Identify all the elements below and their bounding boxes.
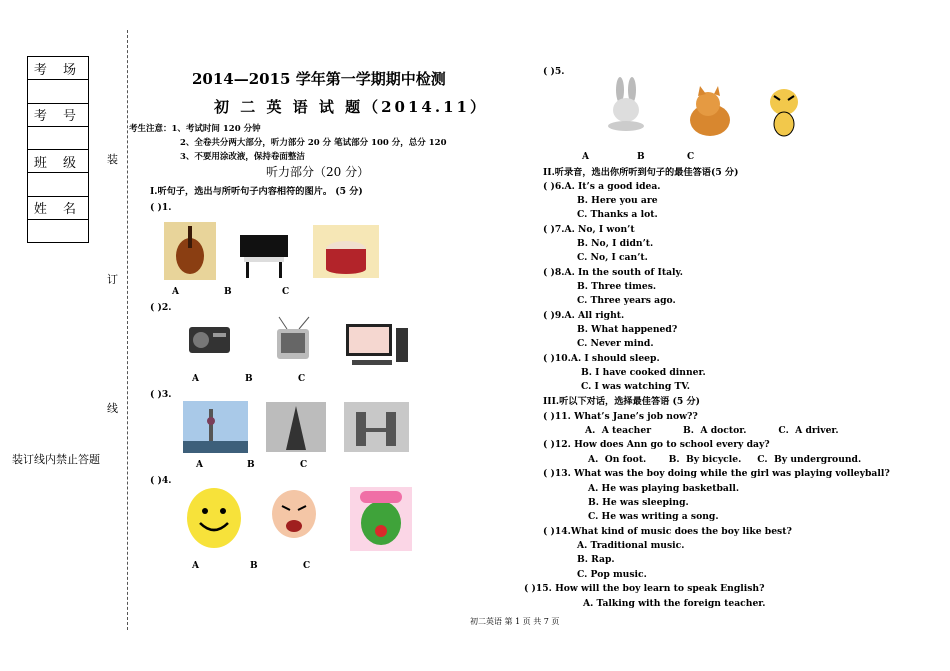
table-cell: 考 场 <box>28 57 88 80</box>
option-c-label: C <box>282 287 290 297</box>
question-item: ( )6.A. It’s a good idea. <box>543 181 661 192</box>
option-c-label: C <box>303 561 311 571</box>
answer-option: C. No, I can’t. <box>577 252 648 263</box>
tiger-image <box>760 82 810 138</box>
radio-image <box>187 315 232 357</box>
cake-image <box>313 225 379 278</box>
answer-option: C. Thanks a lot. <box>577 209 658 220</box>
answer-option: B. Here you are <box>577 195 658 206</box>
question-item: ( )13. What was the boy doing while the girl was playing volleyball? <box>543 468 890 479</box>
answer-option: A. He was playing basketball. <box>588 483 740 494</box>
question-item: ( )8.A. In the south of Italy. <box>543 267 684 278</box>
question-number: ( )3. <box>150 389 172 400</box>
computer-image <box>344 322 410 368</box>
table-cell <box>28 173 88 196</box>
option-a-label: A <box>172 287 179 297</box>
note-line: 考生注意：1、考试时间 120 分钟 <box>129 124 261 134</box>
option-c-label: C <box>300 460 308 470</box>
table-cell <box>28 220 88 242</box>
part-heading: III.听以下对话，选择最佳答语 (5 分) <box>543 396 701 407</box>
binding-line <box>127 30 128 630</box>
page-title: 2014—2015 学年第一学期期中检测 <box>192 70 446 88</box>
answer-option: C. I was watching TV. <box>581 381 691 392</box>
piano-image <box>236 225 291 280</box>
page-subtitle: 初 二 英 语 试 题（2014.11） <box>214 98 488 116</box>
question-item: ( )9.A. All right. <box>543 310 625 321</box>
answer-option: B. Rap. <box>577 554 615 565</box>
question-number: ( )2. <box>150 302 172 313</box>
part-heading: II.听录音，选出你所听到句子的最佳答语(5 分) <box>543 167 739 178</box>
option-b-label: B <box>637 152 645 162</box>
table-cell: 班 级 <box>28 150 88 173</box>
table-cell: 姓 名 <box>28 197 88 220</box>
note-line: 3、不要用涂改液，保持卷面整洁 <box>180 152 305 162</box>
answer-option: C. Never mind. <box>577 338 654 349</box>
section-heading: 听力部分（20 分） <box>266 165 370 179</box>
answer-option: B. Three times. <box>577 281 657 292</box>
answer-option: C. Pop music. <box>577 569 647 580</box>
page-footer: 初二英语 第 1 页 共 7 页 <box>470 617 560 626</box>
answer-option: C. He was writing a song. <box>588 511 719 522</box>
answer-option: B. What happened? <box>577 324 678 335</box>
table-cell <box>28 127 88 150</box>
question-number: ( )1. <box>150 202 172 213</box>
option-b-label: B <box>245 374 253 384</box>
binding-mark: 装 <box>107 153 118 166</box>
answer-option: A. Talking with the foreign teacher. <box>583 598 766 609</box>
option-b-label: B <box>247 460 255 470</box>
table-cell <box>28 80 88 103</box>
binding-mark: 订 <box>107 273 118 286</box>
answer-option: A. Traditional music. <box>577 540 685 551</box>
crying-baby-image <box>268 484 320 552</box>
option-a-label: A <box>196 460 203 470</box>
option-b-label: B <box>250 561 258 571</box>
question-item: ( )11. What’s Jane’s job now?? <box>543 411 698 422</box>
binding-mark: 线 <box>107 402 118 415</box>
answer-options: A. On foot. B. By bicycle. C. By underground. <box>588 454 862 465</box>
tower-bridge-image <box>344 402 409 452</box>
rabbit-image <box>604 76 650 132</box>
cat-image <box>684 86 736 138</box>
smiley-face-image <box>186 487 242 549</box>
note-line: 2、全卷共分两大部分，听力部分 20 分 笔试部分 100 分，总分 120 <box>180 138 447 148</box>
question-item: ( )10.A. I should sleep. <box>543 353 660 364</box>
part-heading: I.听句子，选出与所听句子内容相符的图片。 (5 分) <box>150 186 363 197</box>
question-item: ( )14.What kind of music does the boy like best? <box>543 526 792 537</box>
option-a-label: A <box>192 374 199 384</box>
info-table <box>27 56 89 243</box>
option-a-label: A <box>582 152 589 162</box>
option-c-label: C <box>687 152 695 162</box>
answer-option: C. Three years ago. <box>577 295 676 306</box>
table-cell: 考 号 <box>28 104 88 127</box>
binding-note: 装订线内禁止答题 <box>12 453 100 466</box>
question-number: ( )4. <box>150 475 172 486</box>
question-item: ( )15. How will the boy learn to speak English? <box>524 583 765 594</box>
option-c-label: C <box>298 374 306 384</box>
eiffel-tower-image <box>266 402 326 452</box>
question-item: ( )7.A. No, I won’t <box>543 224 635 235</box>
answer-option: B. I have cooked dinner. <box>581 367 706 378</box>
violin-image <box>164 222 216 280</box>
shanghai-tower-image <box>183 401 248 453</box>
question-number: ( )5. <box>543 66 565 77</box>
question-item: ( )12. How does Ann go to school every day? <box>543 439 770 450</box>
answer-options: A. A teacher B. A doctor. C. A driver. <box>585 425 839 436</box>
option-a-label: A <box>192 561 199 571</box>
answer-option: B. No, I didn’t. <box>577 238 654 249</box>
answer-option: B. He was sleeping. <box>588 497 689 508</box>
tv-image <box>273 315 313 363</box>
option-b-label: B <box>224 287 232 297</box>
cartoon-character-image <box>350 487 412 551</box>
